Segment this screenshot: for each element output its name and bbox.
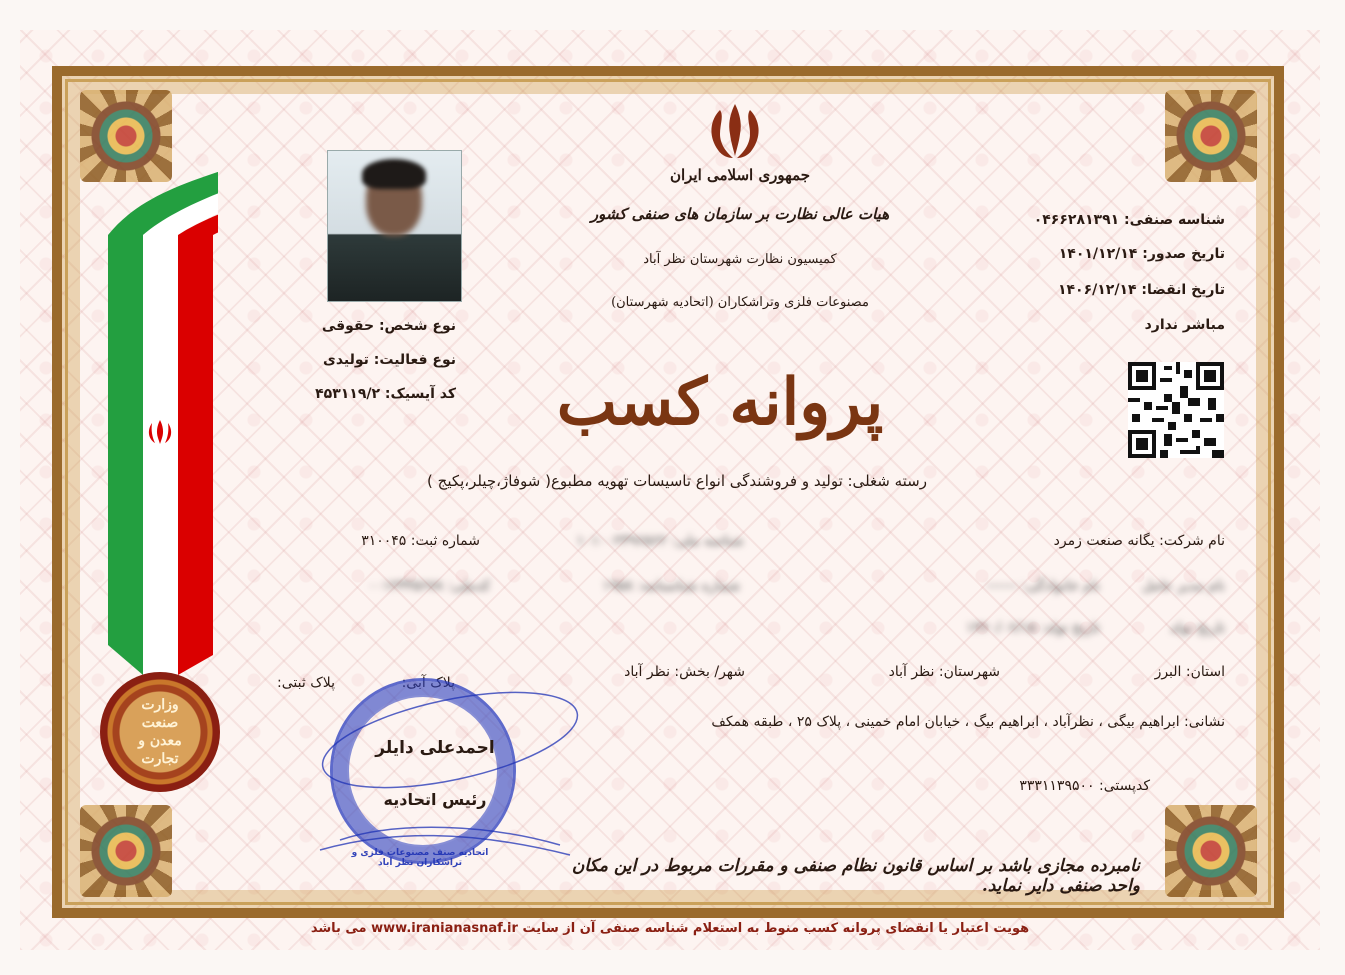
registration-plate: پلاک ثبتی:: [277, 675, 335, 691]
ministry-seal-text: وزارت صنعت معدن و تجارت: [138, 697, 182, 767]
blurred-field: شماره شناسنامه: ۱۹۵۸: [602, 578, 740, 594]
registration-number: شماره ثبت: ۳۱۰۰۴۵: [361, 533, 480, 549]
commission-title: کمیسیون نظارت شهرستان نظر آباد: [643, 252, 837, 267]
iran-flag-ribbon: [108, 145, 218, 675]
isic-code: کد آیسیک: ۴۵۳۱۱۹/۲: [315, 386, 456, 402]
corner-ornament-bottom-right: [1165, 805, 1257, 897]
issue-date: تاریخ صدور: ۱۴۰۱/۱۲/۱۴: [1058, 246, 1225, 262]
province: استان: البرز: [1154, 664, 1225, 680]
expiry-date: تاریخ انقضا: ۱۴۰۶/۱۲/۱۴: [1057, 282, 1225, 298]
postal-code: کدپستی: ۳۳۳۱۱۳۹۵۰۰: [1019, 778, 1150, 794]
signature-scribble: [310, 680, 580, 870]
board-title: هیات عالی نظارت بر سازمان های صنفی کشور: [590, 205, 890, 223]
blurred-field: نام مدیر عامل: [1142, 578, 1225, 594]
postal-plate: پلاک آبی:: [401, 675, 455, 691]
corner-ornament-bottom-left: [80, 805, 172, 897]
city: شهر/ بخش: نظر آباد: [624, 664, 745, 680]
union-title: مصنوعات فلزی وتراشکاران (اتحادیه شهرستان): [611, 295, 869, 310]
person-type: نوع شخص: حقوقی: [321, 318, 456, 334]
verification-note: هویت اعتبار یا انقضای پروانه کسب منوط به استعلام شناسه صنفی آن از سایت www.iranianasnaf.ir می باشد: [310, 921, 1030, 936]
ministry-seal: [100, 672, 220, 792]
address: نشانی: ابراهیم بیگی ، نظرآباد ، ابراهیم بیگ ، خیابان امام خمینی ، پلاک ۲۵ ، طبقه همکف: [711, 714, 1225, 730]
license-title: پروانه کسب: [556, 365, 884, 440]
guild-id: شناسه صنفی: ۰۴۶۶۲۸۱۳۹۱: [1033, 212, 1225, 228]
iran-emblem-icon: [700, 100, 770, 162]
signer-role: رئیس اتحادیه: [383, 790, 487, 809]
county: شهرستان: نظر آباد: [888, 664, 1000, 680]
occupation: رسته شغلی: تولید و فروشندگی انواع تاسیسات تهویه مطبوع( شوفاژ،چیلر،پکیج ): [427, 472, 927, 490]
activity-type: نوع فعالیت: تولیدی: [323, 352, 456, 368]
corner-ornament-top-right: [1165, 90, 1257, 182]
blurred-field: تاریخ تولد: ۱۳۶۰/۰۶/۱۵: [966, 620, 1100, 636]
blurred-field: تاریخ تولد: [1169, 620, 1225, 636]
national-id: شناسه ملی: ۱۰۱۰۰۲۳۹۶۵۶۲: [576, 533, 744, 549]
republic-title: جمهوری اسلامی ایران: [669, 166, 811, 184]
stamp-text: اتحادیه صنف مصنوعات فلزی و تراشکاران نظر آباد: [351, 848, 489, 868]
signer-name: احمدعلی دایلر: [375, 738, 495, 758]
qr-code[interactable]: [1128, 362, 1224, 458]
blurred-field: نام خانوادگی: ------: [986, 578, 1100, 594]
company-name: نام شرکت: یگانه صنعت زمرد: [1053, 533, 1225, 549]
blurred-field: کدملی: ۰۰۱۲۳۴۵۶۷۸: [367, 578, 490, 594]
manager-status: مباشر ندارد: [1144, 317, 1225, 333]
legal-note: نامبرده مجازی باشد بر اساس قانون نظام صنفی و مقررات مربوط در این مکان واحد صنفی دایر نماید.: [571, 856, 1140, 896]
holder-photo: [327, 150, 462, 302]
